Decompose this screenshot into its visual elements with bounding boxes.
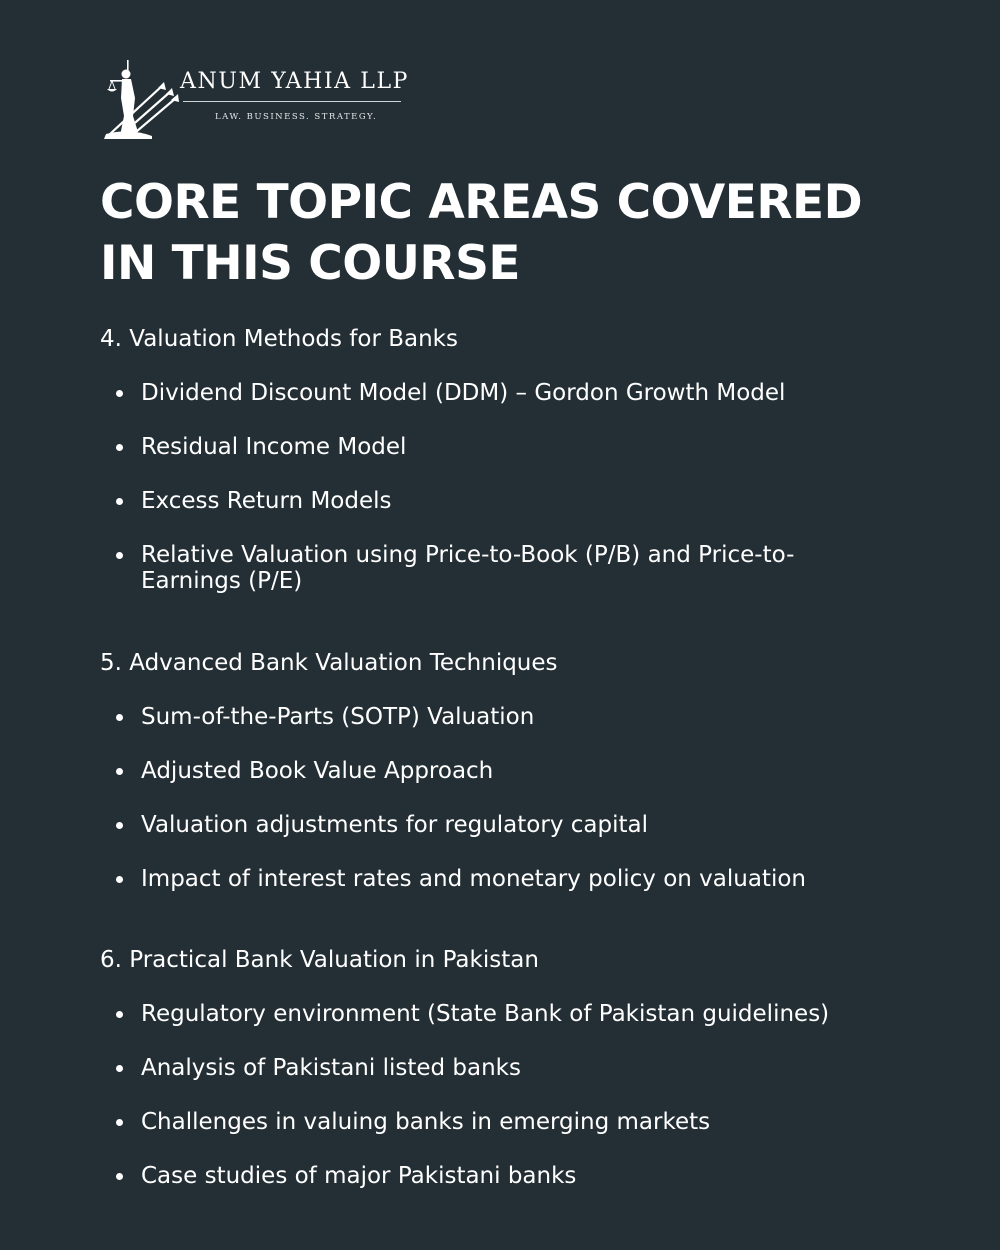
list-item: [116, 1109, 876, 1135]
bullet-dot-icon: [116, 390, 123, 397]
bullet-dot-icon: [116, 552, 123, 559]
bullet-dot-icon: [116, 1065, 123, 1072]
bullet-dot-icon: [116, 768, 123, 775]
page-title: CORE TOPIC AREAS COVERED IN THIS COURSE: [100, 175, 863, 291]
list-item-text: Impact of interest rates and monetary policy on valuation: [141, 866, 806, 892]
list-item: [116, 434, 876, 460]
bullet-dot-icon: [116, 1119, 123, 1126]
list-item-text: Residual Income Model: [141, 434, 407, 460]
brand-divider: [183, 101, 401, 102]
bullet-dot-icon: [116, 1011, 123, 1018]
list-item-text: Excess Return Models: [141, 488, 392, 514]
list-item-text: Regulatory environment (State Bank of Pakistan guidelines): [141, 1001, 830, 1027]
section-heading: 5. Advanced Bank Valuation Techniques: [100, 650, 558, 676]
section-heading: 4. Valuation Methods for Banks: [100, 326, 458, 352]
list-item-text: Relative Valuation using Price-to-Book (P/B) and Price-to-Earnings (P/E): [141, 542, 795, 594]
bullet-dot-icon: [116, 714, 123, 721]
brand-logo: [100, 58, 420, 142]
list-item: [116, 758, 876, 784]
brand-name: ANUM YAHIA LLP: [180, 69, 410, 94]
bullet-dot-icon: [116, 444, 123, 451]
section-heading: 6. Practical Bank Valuation in Pakistan: [100, 947, 539, 973]
list-item: [116, 1163, 876, 1189]
list-item-text: Dividend Discount Model (DDM) – Gordon Growth Model: [141, 380, 786, 406]
list-item: [116, 1055, 876, 1081]
list-item-text: Valuation adjustments for regulatory capital: [141, 812, 648, 838]
list-item: [116, 866, 876, 892]
list-item: [116, 704, 876, 730]
bullet-dot-icon: [116, 1173, 123, 1180]
list-item: [116, 380, 876, 406]
list-item-text: Challenges in valuing banks in emerging markets: [141, 1109, 711, 1135]
bullet-dot-icon: [116, 498, 123, 505]
list-item: [116, 812, 876, 838]
bullet-dot-icon: [116, 876, 123, 883]
brand-tagline: LAW. BUSINESS. STRATEGY.: [215, 112, 378, 122]
list-item: [116, 488, 876, 514]
list-item-text: Sum-of-the-Parts (SOTP) Valuation: [141, 704, 535, 730]
list-item-text: Case studies of major Pakistani banks: [141, 1163, 577, 1189]
lady-justice-with-arrows-icon: [100, 58, 180, 140]
bullet-dot-icon: [116, 822, 123, 829]
list-item: [116, 542, 856, 594]
list-item: [116, 1001, 916, 1027]
list-item-text: Analysis of Pakistani listed banks: [141, 1055, 521, 1081]
list-item-text: Adjusted Book Value Approach: [141, 758, 494, 784]
